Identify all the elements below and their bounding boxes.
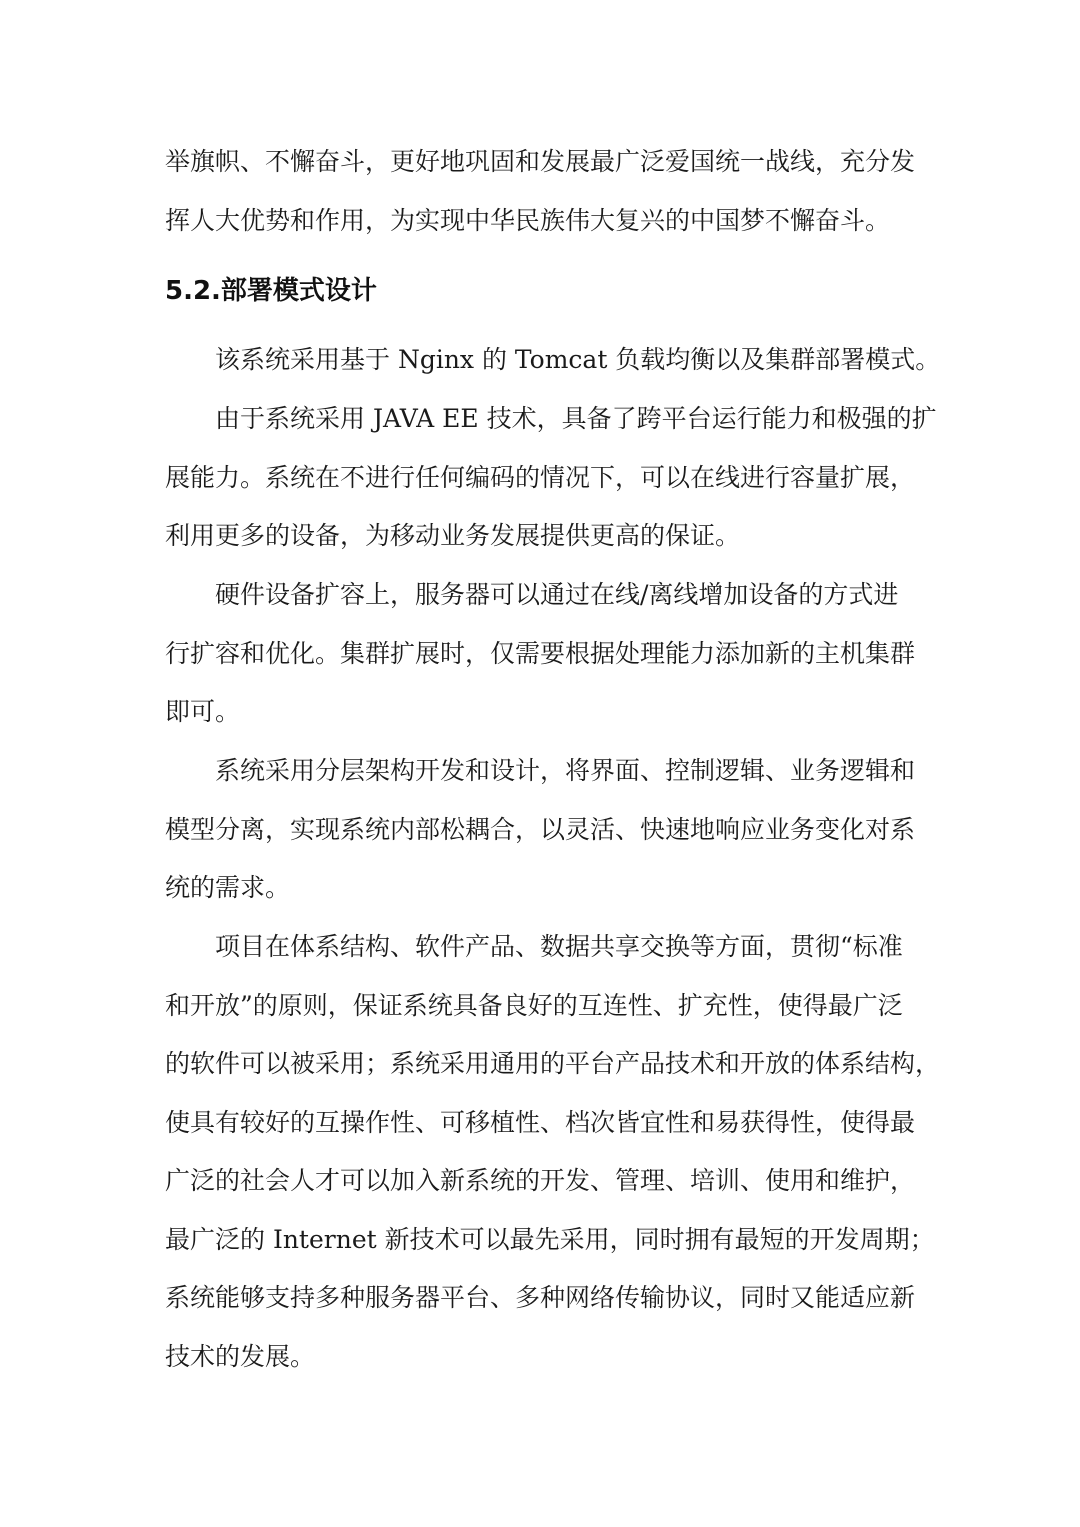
paragraph-layered-architecture	[165, 742, 935, 918]
paragraph-line: 该系统采用基于 Nginx 的 Tomcat 负载均衡以及集群部署模式。	[215, 345, 941, 374]
paragraph-deployment-mode	[165, 331, 941, 390]
paragraph-line: 由于系统采用 JAVA EE 技术，具备了跨平台运行能力和极强的扩	[215, 404, 937, 433]
paragraph-line: 的软件可以被采用；系统采用通用的平台产品技术和开放的体系结构，	[165, 1049, 941, 1078]
paragraph-line: 举旗帜、不懈奋斗，更好地巩固和发展最广泛爱国统一战线，充分发	[165, 147, 916, 176]
paragraph-line: 展能力。系统在不进行任何编码的情况下，可以在线进行容量扩展，	[165, 462, 916, 492]
paragraph-line: 系统采用分层架构开发和设计，将界面、控制逻辑、业务逻辑和	[215, 756, 916, 785]
paragraph-line: 利用更多的设备，为移动业务发展提供更高的保证。	[165, 521, 741, 550]
paragraph-open-standards	[165, 918, 941, 1386]
paragraph-line: 使具有较好的互操作性、可移植性、档次皆宜性和易获得性，使得最	[165, 1107, 916, 1137]
paragraph-hardware-expansion	[165, 566, 935, 742]
section-heading: 5.2.部署模式设计	[165, 276, 377, 306]
paragraph-line: 模型分离，实现系统内部松耦合，以灵活、快速地响应业务变化对系	[165, 814, 916, 844]
paragraph-line: 挥人大优势和作用，为实现中华民族伟大复兴的中国梦不懈奋斗。	[165, 205, 891, 235]
intro-paragraph	[165, 133, 935, 250]
paragraph-line: 硬件设备扩容上，服务器可以通过在线/离线增加设备的方式进	[215, 580, 899, 609]
paragraph-javaee-scalability	[165, 390, 935, 566]
paragraph-line: 系统能够支持多种服务器平台、多种网络传输协议，同时又能适应新	[165, 1283, 916, 1312]
paragraph-line: 即可。	[165, 697, 241, 726]
paragraph-line: 技术的发展。	[165, 1341, 316, 1371]
paragraph-line: 统的需求。	[165, 873, 291, 902]
paragraph-line: 项目在体系结构、软件产品、数据共享交换等方面，贯彻“标准	[215, 932, 903, 961]
paragraph-line: 行扩容和优化。集群扩展时，仅需要根据处理能力添加新的主机集群	[165, 638, 916, 668]
paragraph-line: 最广泛的 Internet 新技术可以最先采用，同时拥有最短的开发周期；	[165, 1224, 935, 1254]
paragraph-line: 广泛的社会人才可以加入新系统的开发、管理、培训、使用和维护，	[165, 1166, 916, 1195]
paragraph-line: 和开放”的原则，保证系统具备良好的互连性、扩充性，使得最广泛	[165, 990, 903, 1020]
